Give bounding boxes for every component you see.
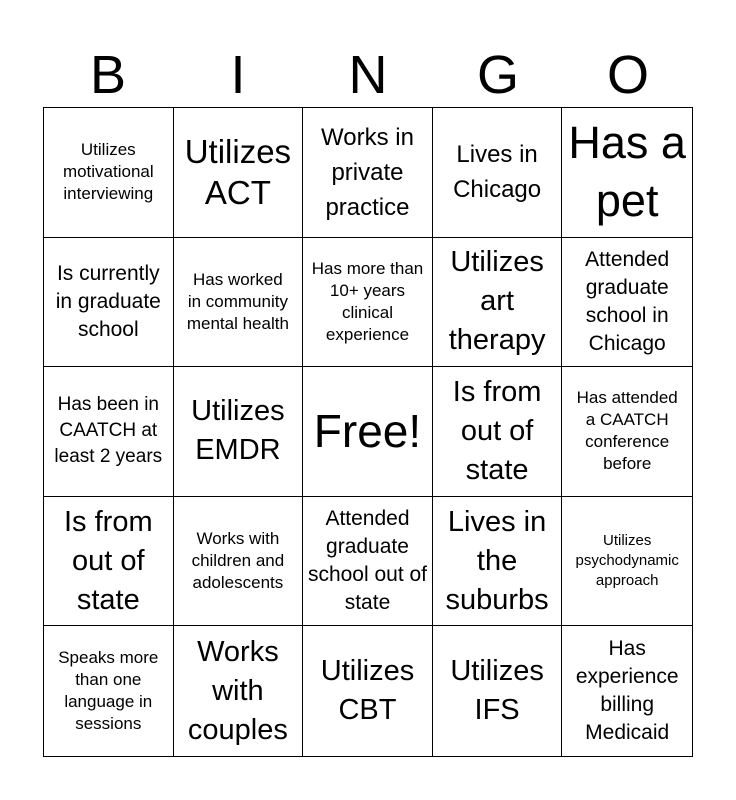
cell-text: Has attended a CAATCH conference before: [576, 388, 678, 474]
bingo-cell[interactable]: [44, 367, 174, 497]
bingo-cell[interactable]: [174, 497, 304, 627]
bingo-cell[interactable]: [303, 238, 433, 368]
cell-text: Has experience billing Medicaid: [575, 637, 679, 745]
cell-text: Lives in the suburbs: [445, 505, 549, 616]
header-letter-n: N: [348, 45, 388, 105]
bingo-cell[interactable]: [44, 497, 174, 627]
bingo-cell[interactable]: [433, 626, 563, 756]
cell-text: Lives in Chicago: [453, 141, 542, 204]
bingo-cell[interactable]: [303, 497, 433, 627]
cell-text: Speaks more than one language in sessions: [58, 648, 159, 734]
bingo-cell[interactable]: [174, 626, 304, 756]
bingo-cell[interactable]: [433, 367, 563, 497]
cell-text: Utilizes EMDR: [191, 395, 285, 467]
cell-text: Is currently in graduate school: [55, 261, 161, 341]
cell-text: Utilizes ACT: [184, 133, 292, 212]
cell-text: Works with children and adolescents: [191, 529, 285, 593]
cell-text: Has worked in community mental health: [186, 269, 289, 333]
bingo-cell[interactable]: [44, 626, 174, 756]
bingo-cell[interactable]: [433, 497, 563, 627]
bingo-cell[interactable]: [303, 626, 433, 756]
cell-text: Works in private practice: [321, 123, 414, 221]
bingo-card-grid: [43, 107, 693, 757]
header-letter-b: B: [89, 45, 127, 105]
cell-text: Utilizes art therapy: [448, 246, 546, 357]
bingo-cell[interactable]: [174, 367, 304, 497]
cell-text: Utilizes CBT: [320, 655, 415, 727]
header-letter-o: O: [606, 45, 649, 105]
bingo-cell[interactable]: [174, 108, 304, 238]
bingo-cell[interactable]: [433, 108, 563, 238]
bingo-cell[interactable]: [433, 238, 563, 368]
bingo-cell[interactable]: [562, 626, 692, 756]
bingo-cell[interactable]: [174, 238, 304, 368]
cell-text: Attended graduate school out of state: [307, 507, 428, 615]
cell-text: Utilizes IFS: [450, 655, 544, 727]
cell-text: Utilizes psychodynamic approach: [575, 532, 679, 590]
header-letter-i: I: [230, 45, 246, 105]
bingo-header: [43, 44, 693, 106]
cell-text: Has been in CAATCH at least 2 years: [54, 394, 163, 468]
cell-text: Works with couples: [187, 635, 288, 746]
bingo-cell[interactable]: [303, 108, 433, 238]
cell-text: Utilizes motivational interviewing: [62, 140, 154, 204]
bingo-cell[interactable]: [44, 108, 174, 238]
bingo-cell[interactable]: [562, 238, 692, 368]
bingo-cell[interactable]: [562, 367, 692, 497]
cell-text: Has more than 10+ years clinical experience: [311, 258, 424, 344]
cell-text: Attended graduate school in Chicago: [585, 247, 670, 355]
header-letter-g: G: [476, 45, 519, 105]
bingo-cell free-space[interactable]: [303, 367, 433, 497]
free-space-text: Free!: [313, 405, 422, 458]
cell-text: Is from out of state: [63, 505, 153, 616]
bingo-cell[interactable]: [44, 238, 174, 368]
bingo-cell[interactable]: [562, 108, 692, 238]
cell-text: Has a pet: [568, 117, 686, 227]
bingo-cell[interactable]: [562, 497, 692, 627]
cell-text: Is from out of state: [452, 375, 542, 486]
